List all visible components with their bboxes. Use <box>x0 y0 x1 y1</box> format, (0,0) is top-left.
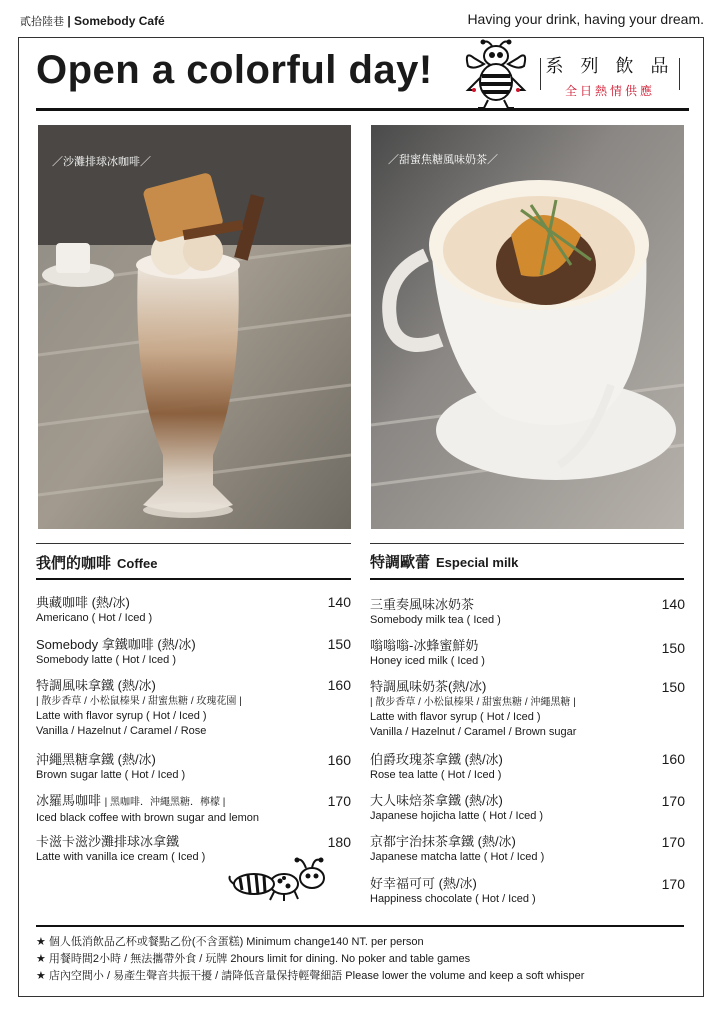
series-subtitle: 全日熱情供應 <box>564 84 655 98</box>
item-name-en: Somebody latte ( Hot / Iced ) <box>36 654 177 666</box>
coffee-top-rule <box>36 543 351 544</box>
item-price: 140 <box>661 596 685 612</box>
item-price: 180 <box>327 834 351 850</box>
ant-mascot-icon <box>228 856 332 907</box>
menu-item <box>36 792 346 826</box>
item-price: 160 <box>327 677 351 693</box>
coffee-section-title <box>36 552 157 573</box>
item-name-zh: 三重奏風味冰奶茶 <box>370 597 475 612</box>
item-price: 150 <box>661 679 685 695</box>
item-name-en: Rose tea latte ( Hot / Iced ) <box>370 769 502 781</box>
item-price: 170 <box>661 793 685 809</box>
item-price: 150 <box>327 636 351 652</box>
item-flavors-en: Vanilla / Hazelnut / Caramel / Brown sugar <box>370 726 577 738</box>
house-rule-minimum: ★ 個人低消飲品乙杯或餐點乙份(不含蛋糕) Minimum change140 NT. per person <box>36 936 424 948</box>
milk-top-rule <box>370 543 684 544</box>
item-name-en: Somebody milk tea ( Iced ) <box>370 614 501 626</box>
tagline: Having your drink, having your dream. <box>467 11 704 27</box>
item-name-zh: 好幸福可可 (熱/冰) <box>370 876 477 891</box>
item-name-zh-line <box>36 792 346 811</box>
item-price: 160 <box>327 752 351 768</box>
item-name-zh: 特調風味奶茶(熱/冰) <box>370 679 487 694</box>
menu-item <box>36 636 346 668</box>
coffee-title-zh: 我們的咖啡 <box>36 555 112 572</box>
house-rule-volume: ★ 店內空間小 / 易產生聲音共振干擾 / 請降低音量保持輕聲細語 Please lower the volume and keep a soft whisper <box>36 970 585 982</box>
milk-title-zh: 特調歐蕾 <box>370 554 431 571</box>
item-flavors-zh: | 散步香草 / 小松鼠榛果 / 甜蜜焦糖 / 沖繩黑糖 | <box>370 697 576 708</box>
item-name-en: Latte with flavor syrup ( Hot / Iced ) <box>370 711 541 723</box>
item-price: 170 <box>661 876 685 892</box>
photo-iced-coffee <box>38 125 351 529</box>
milk-section-title <box>370 551 518 572</box>
photo-right-caption: ／甜蜜焦糖風味奶茶／ <box>388 154 498 166</box>
house-rule-time-limit: ★ 用餐時間2小時 / 無法攜帶外食 / 玩牌 2hours limit for dining. No poker and table games <box>36 953 471 965</box>
milk-title-en: Especial milk <box>436 555 519 570</box>
menu-item <box>370 596 680 628</box>
item-price: 170 <box>327 793 351 809</box>
item-price: 160 <box>661 751 685 767</box>
series-bar-left <box>540 58 541 90</box>
menu-item <box>370 637 680 669</box>
item-name-en: Japanese matcha latte ( Hot / Iced ) <box>370 851 545 863</box>
photo-caramel-milk-tea <box>371 125 684 529</box>
item-flavors-en: Vanilla / Hazelnut / Caramel / Rose <box>36 725 207 737</box>
item-price: 170 <box>661 834 685 850</box>
header-rule <box>36 108 689 111</box>
menu-item <box>36 751 346 783</box>
menu-item <box>370 751 680 783</box>
item-name-en: Japanese hojicha latte ( Hot / Iced ) <box>370 810 544 822</box>
item-name-en: Honey iced milk ( Iced ) <box>370 655 485 667</box>
item-name-zh: 大人味焙茶拿鐵 (熱/冰) <box>370 793 503 808</box>
coffee-title-en: Coffee <box>117 556 158 571</box>
series-title: 系 列 飲 品 <box>545 56 675 76</box>
item-name-zh: 沖繩黑糖拿鐵 (熱/冰) <box>36 752 156 767</box>
menu-item <box>370 875 680 907</box>
house-rules <box>36 934 584 985</box>
item-name-en: Latte with flavor syrup ( Hot / Iced ) <box>36 710 207 722</box>
brand-name-en: Somebody Café <box>74 14 165 28</box>
item-name-en: Iced black coffee with brown sugar and lemon <box>36 812 259 824</box>
item-name-zh: 伯爵玫瑰茶拿鐵 (熱/冰) <box>370 752 503 767</box>
brand-divider: | <box>67 14 71 28</box>
item-name-en: Happiness chocolate ( Hot / Iced ) <box>370 893 536 905</box>
page-headline: Open a colorful day! <box>36 48 433 92</box>
brand-name <box>20 13 165 29</box>
menu-item <box>370 678 680 740</box>
item-name-en: Brown sugar latte ( Hot / Iced ) <box>36 769 186 781</box>
series-badge <box>540 52 680 99</box>
item-name-zh: 京都宇治抹茶拿鐵 (熱/冰) <box>370 834 516 849</box>
item-name-en: Latte with vanilla ice cream ( Iced ) <box>36 851 206 863</box>
item-name-zh: Somebody 拿鐵咖啡 (熱/冰) <box>36 637 196 652</box>
menu-item <box>36 594 346 626</box>
item-name-zh: 卡滋卡滋沙灘排球冰拿鐵 <box>36 834 180 849</box>
bee-mascot-icon <box>462 38 532 115</box>
item-ingredients: | 黑咖啡．沖繩黑糖．檸檬 | <box>104 797 226 808</box>
milk-bottom-rule <box>370 578 684 580</box>
menu-item <box>36 677 346 739</box>
item-flavors-zh: | 散步香草 / 小松鼠榛果 / 甜蜜焦糖 / 玫瑰花園 | <box>36 696 242 707</box>
item-name-zh: 典藏咖啡 (熱/冰) <box>36 595 130 610</box>
photo-left-caption: ／沙灘排球冰咖啡／ <box>52 156 151 168</box>
item-price: 140 <box>327 594 351 610</box>
notes-rule <box>36 925 684 927</box>
menu-item <box>370 792 680 824</box>
item-name-en: Americano ( Hot / Iced ) <box>36 612 153 624</box>
coffee-bottom-rule <box>36 578 351 580</box>
item-name-zh: 嗡嗡嗡-冰蜂蜜鮮奶 <box>370 638 479 653</box>
menu-item <box>370 833 680 865</box>
series-bar-right <box>679 58 680 90</box>
item-name-zh: 特調風味拿鐵 (熱/冰) <box>36 678 156 693</box>
brand-name-zh: 貳拾陸巷 <box>20 15 64 28</box>
item-name-zh: 冰羅馬咖啡 <box>36 793 102 808</box>
item-price: 150 <box>661 640 685 656</box>
